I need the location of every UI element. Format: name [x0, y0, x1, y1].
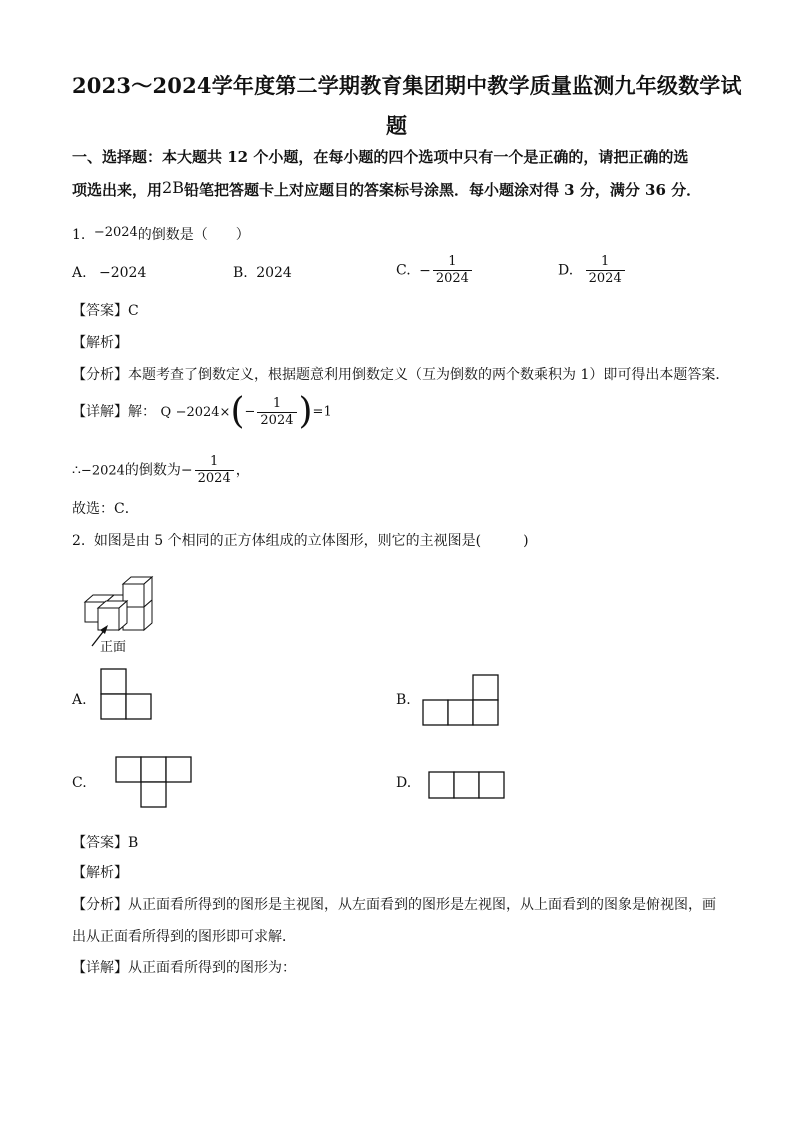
option-label: D.: [558, 262, 574, 279]
q1-answer: [72, 300, 139, 320]
right-paren: ): [298, 391, 313, 432]
question-1: [72, 224, 250, 244]
fraction-denominator: 2024: [586, 270, 625, 287]
q2-fenxi: [72, 894, 716, 914]
fraction-numerator: 1: [272, 395, 282, 411]
fraction-numerator: 1: [210, 454, 219, 469]
fraction-denominator: 2024: [195, 470, 234, 487]
therefore-symbol: ∴: [72, 462, 81, 479]
answer-tag: 【答案】: [72, 303, 128, 319]
option-a-figure: [100, 668, 160, 728]
q2-analysis-tag: 【解析】: [72, 865, 128, 881]
answer-tag: 【答案】: [72, 835, 128, 851]
q2-answer: [72, 832, 138, 852]
q1-analysis-tag: 【解析】: [72, 335, 128, 351]
fraction-denominator: 2024: [257, 412, 296, 429]
fenxi-tag: 【分析】: [72, 367, 128, 383]
section-heading-part: 铅笔把答题卡上对应题目的答案标号涂黑．每小题涂对得 3 分，满分 36 分．: [183, 181, 702, 199]
detail-expression: −2024×: [175, 405, 231, 420]
option-d-label: D.: [396, 775, 412, 791]
option-sign: −: [419, 262, 431, 279]
option-d-figure: [428, 771, 518, 811]
section-heading-part: 项选出来，用: [72, 181, 163, 199]
option-a-label: A.: [72, 692, 87, 708]
question-2: [72, 530, 529, 550]
option-c-figure: [115, 756, 205, 816]
detail-fraction: [257, 396, 296, 429]
therefore-sign: −: [180, 462, 193, 479]
therefore-end: ，: [235, 462, 250, 479]
option-fraction: [586, 254, 625, 287]
option-b-figure: [422, 674, 512, 734]
answer-value: B: [128, 835, 139, 851]
cube-figure: [78, 570, 178, 660]
question-text: 如图是由 5 个相同的正方体组成的立体图形，则它的主视图是( ): [93, 533, 529, 549]
option-b-label: B.: [396, 692, 411, 708]
therefore-fraction: [195, 454, 234, 487]
detail-tag: 【详解】: [72, 960, 128, 976]
option-label: B.: [233, 265, 248, 281]
answer-value: C: [128, 303, 139, 319]
fraction-numerator: 1: [601, 254, 610, 269]
option-fraction: [433, 254, 472, 287]
page-title: 2023～2024学年度第二学期教育集团期中教学质量监测九年级数学试: [72, 73, 742, 98]
q1-detail: [72, 391, 332, 432]
page-title-continued: 题: [386, 113, 408, 138]
q1-therefore: [72, 454, 250, 487]
option-c: [396, 254, 474, 287]
option-label: A.: [72, 265, 87, 281]
option-label: C.: [396, 262, 411, 279]
option-d: [558, 254, 627, 287]
therefore-text: 的倒数为: [124, 462, 181, 479]
fenxi-text: 本题考查了倒数定义，根据题意利用倒数定义（互为倒数的两个数乘积为 1）即可得出本题答案．: [128, 367, 730, 383]
q1-choose: 故选：C．: [72, 501, 139, 517]
question-number: 1.: [72, 227, 86, 243]
fenxi-text: 从正面看所得到的图形是主视图，从左面看到的图形是左视图，从上面看到的图象是俯视图，画: [128, 897, 716, 913]
question-text: 的倒数是（ ）: [137, 227, 250, 243]
detail-tag: 【详解】: [72, 404, 128, 420]
detail-lead: 解：: [128, 404, 156, 420]
detail-text: 从正面看所得到的图形为：: [128, 960, 296, 976]
q1-fenxi: [72, 364, 729, 384]
option-value: −2024: [99, 265, 147, 281]
fenxi-tag: 【分析】: [72, 897, 128, 913]
detail-equals: =1: [312, 404, 332, 420]
detail-sign: −: [244, 404, 256, 420]
because-symbol: Q: [160, 405, 172, 420]
pencil-grade: 2B: [162, 178, 184, 197]
option-b: [233, 265, 292, 281]
fraction-numerator: 1: [448, 254, 457, 269]
section-heading: 一、选择题：本大题共 12 个小题，在每小题的四个选项中只有一个是正确的，请把正确的选: [72, 148, 689, 166]
question-number: 2.: [72, 533, 86, 549]
therefore-expression: −2024: [80, 463, 125, 479]
option-value: 2024: [256, 265, 292, 281]
option-a: [72, 265, 146, 281]
option-c-label: C.: [72, 775, 87, 791]
question-expression: −2024: [93, 225, 138, 240]
front-label: 正面: [100, 640, 127, 655]
q2-detail: [72, 957, 296, 977]
left-paren: (: [230, 391, 245, 432]
q2-fenxi-line2: 出从正面看所得到的图形即可求解．: [72, 929, 296, 945]
section-heading-line2: [72, 178, 701, 200]
fraction-denominator: 2024: [433, 270, 472, 287]
